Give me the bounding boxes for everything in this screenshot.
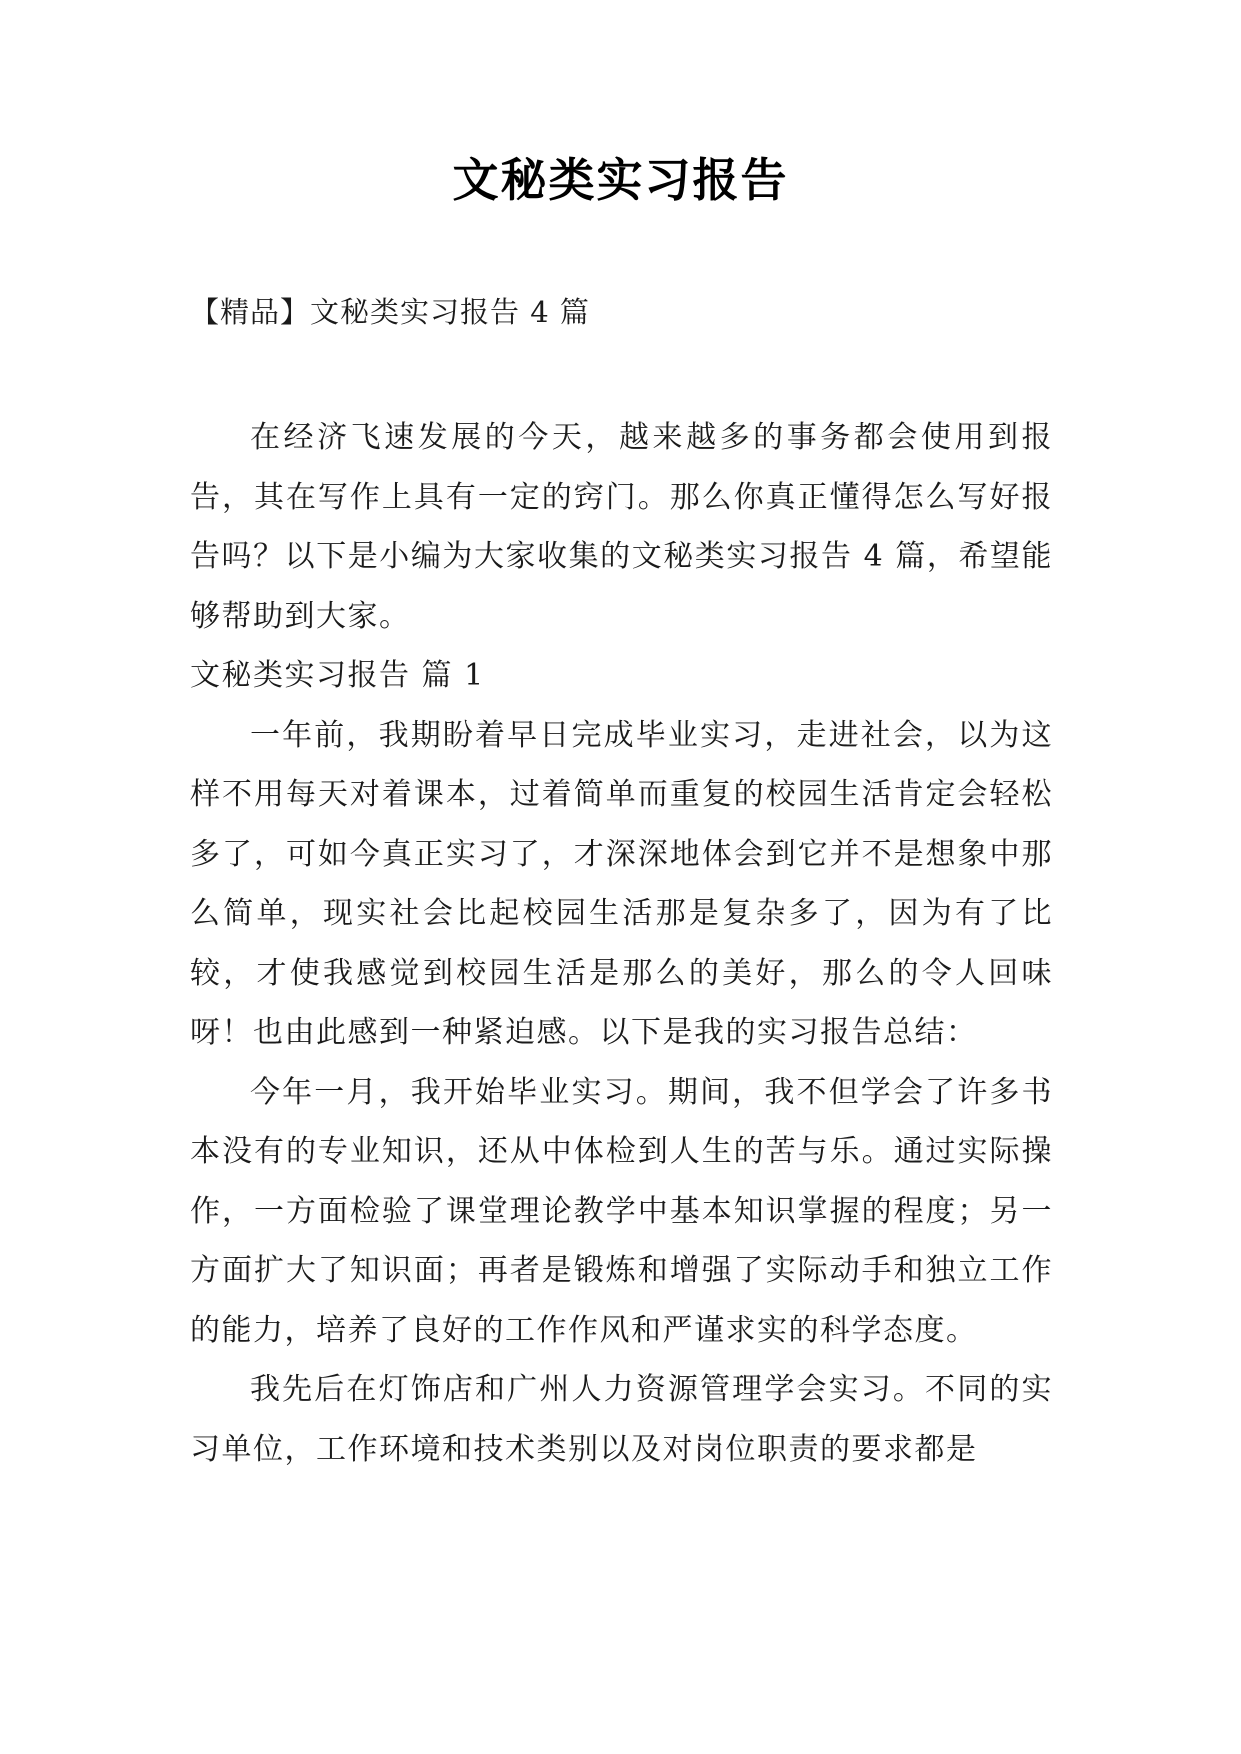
- section-heading: 文秘类实习报告 篇 1: [190, 658, 485, 693]
- document-subtitle: 【精品】文秘类实习报告 4 篇: [190, 295, 590, 329]
- document-body: [190, 408, 1053, 1479]
- body-paragraph: 一年前，我期盼着早日完成毕业实习，走进社会，以为这样不用每天对着课本，过着简单而重复的校园生活肯定会轻松多了，可如今真正实习了，才深深地体会到它并不是想象中那么简单，现实社会比起校园生活那是复杂多了，因为有了比较，才使我感觉到校园生活是那么的美好，那么的令人回味呀！也由此感到一种紧迫感。以下是我的实习报告总结：: [190, 717, 1053, 1050]
- body-paragraph: 今年一月，我开始毕业实习。期间，我不但学会了许多书本没有的专业知识，还从中体检到人生的苦与乐。通过实际操作，一方面检验了课堂理论教学中基本知识掌握的程度；另一方面扩大了知识面；再者是锻炼和增强了实际动手和独立工作的能力，培养了良好的工作作风和严谨求实的科学态度。: [190, 1074, 1053, 1348]
- intro-paragraph: 在经济飞速发展的今天，越来越多的事务都会使用到报告，其在写作上具有一定的窍门。那么你真正懂得怎么写好报告吗？以下是小编为大家收集的文秘类实习报告 4 篇，希望能够帮助到大家。: [190, 420, 1053, 634]
- document-title: 文秘类实习报告: [452, 153, 789, 207]
- body-paragraph: 我先后在灯饰店和广州人力资源管理学会实习。不同的实习单位，工作环境和技术类别以及对岗位职责的要求都是: [190, 1372, 1053, 1467]
